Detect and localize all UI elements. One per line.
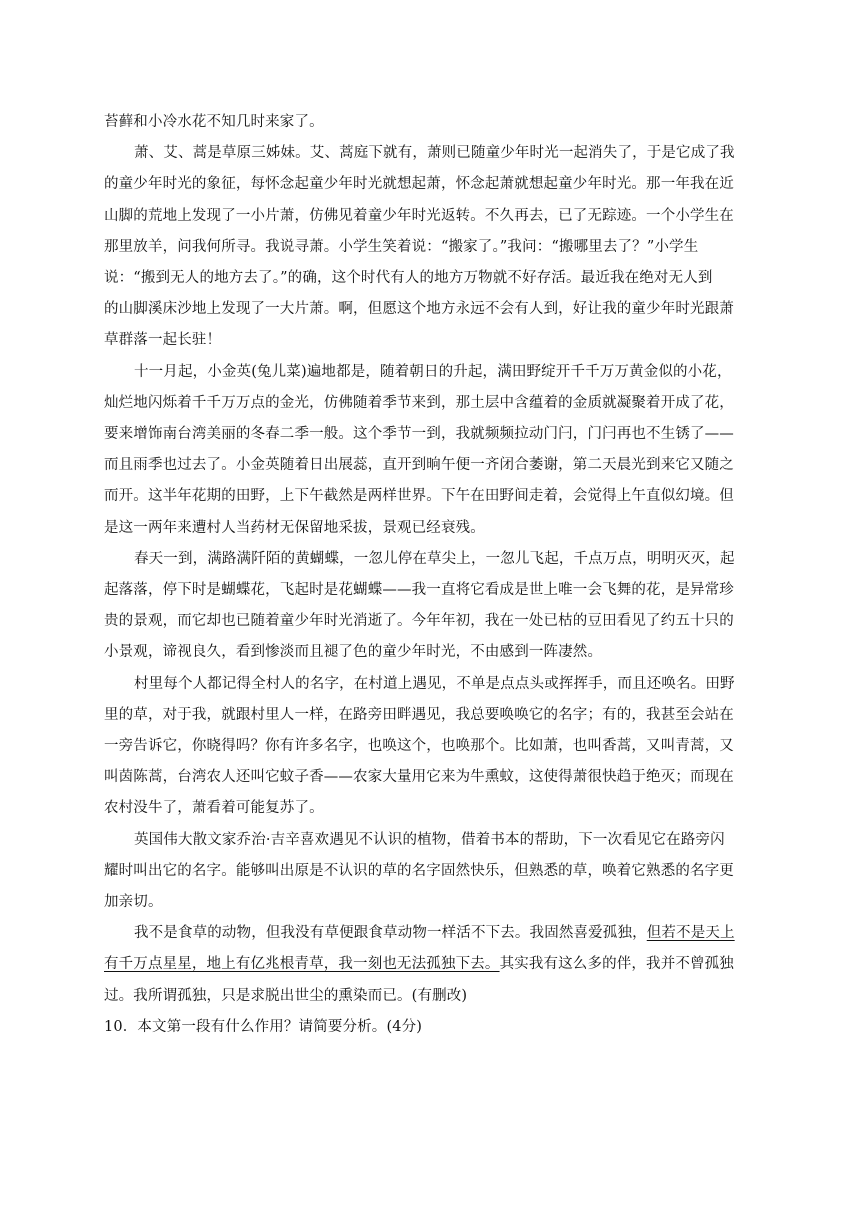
text-line: 叫茵陈蒿，台湾农人还叫它蚊子香——农家大量用它来为牛熏蚊，这使得萧很快趋于绝灭；而现在 <box>104 769 734 786</box>
text-line: 的山脚溪床沙地上发现了一大片萧。啊，但愿这个地方永远不会有人到，好让我的童少年时光跟萧 <box>104 301 734 318</box>
text-line: 那里放羊，问我何所寻。我说寻萧。小学生笑着说：“搬家了。”我问：“搬哪里去了？”小学生 <box>104 238 699 255</box>
text-line: 英国伟大散文家乔治·吉辛喜欢遇见不认识的植物，借着书本的帮助，下一次看见它在路旁闪 <box>134 831 725 848</box>
text-line: 灿烂地闪烁着千千万万点的金光，仿佛随着季节来到，那土层中含蕴着的金质就凝聚着开成了花， <box>104 394 734 411</box>
text-line: 的童少年时光的象征，每怀念起童少年时光就想起萧，怀念起萧就想起童少年时光。那一年我在近 <box>104 176 734 193</box>
text-line: 苔藓和小冷水花不知几时来家了。 <box>104 114 324 130</box>
text-line: 说：“搬到无人的地方去了。”的确，这个时代有人的地方万物就不好存活。最近我在绝对无人到 <box>104 270 713 287</box>
text-line: 耀时叫出它的名字。能够叫出原是不认识的草的名字固然快乐，但熟悉的草，唤着它熟悉的名字更 <box>104 862 734 879</box>
underlined-text: 有千万点星星，地上有亿兆根青草，我一刻也无法孤独下去。 <box>104 956 500 973</box>
text-line: 一旁告诉它，你晓得吗？你有许多名字，也唤这个，也唤那个。比如萧，也叫香蒿，又叫青蒿，又 <box>104 738 734 755</box>
text-line: 草群落一起长驻！ <box>104 332 222 349</box>
text-line: 小景观，谛视良久，看到惨淡而且褪了色的童少年时光，不由感到一阵凄然。 <box>104 644 603 661</box>
plain-text: 我不是食草的动物，但我没有草便跟食草动物一样活不下去。我固然喜爱孤独， <box>134 925 647 942</box>
text-line: 里的草，对于我，就跟村里人一样，在路旁田畔遇见，我总要唤唤它的名字；有的，我甚至会站在 <box>104 706 734 723</box>
text-line: 农村没牛了，萧看着可能复苏了。 <box>104 800 324 817</box>
text-line: 山脚的荒地上发现了一小片萧，仿佛见着童少年时光返转。不久再去，已了无踪迹。一个小学生在 <box>104 207 734 224</box>
text-line: 贵的景观，而它却也已随着童少年时光消逝了。今年年初，我在一处已枯的豆田看见了约五十只的 <box>104 613 734 630</box>
text-line: 要来增饰南台湾美丽的冬春二季一般。这个季节一到，我就频频拉动门闩，门闩再也不生锈了—— <box>104 426 734 443</box>
question-10: 10．本文第一段有什么作用？请简要分析。(4分) <box>104 1018 423 1035</box>
text-line: 起落落，停下时是蝴蝶花，飞起时是花蝴蝶——我一直将它看成是世上唯一会飞舞的花，是异常珍 <box>104 582 734 599</box>
text-line <box>104 918 758 949</box>
text-line: 春天一到，满路满阡陌的黄蝴蝶，一忽儿停在草尖上，一忽儿飞起，千点万点，明明灭灭，起 <box>134 550 735 567</box>
text-line: 而开。这半年花期的田野，上下午截然是两样世界。下午在田野间走着，会觉得上午直似幻境。但 <box>104 488 734 505</box>
text-line: 是这一两年来遭村人当药材无保留地采拔，景观已经衰残。 <box>104 519 485 536</box>
text-line: 过。我所谓孤独，只是求脱出世尘的熏染而已。(有删改) <box>104 987 468 1004</box>
text-line: 村里每个人都记得全村人的名字，在村道上遇见，不单是点点头或挥挥手，而且还唤名。田野 <box>134 675 735 692</box>
text-line: 十一月起，小金英(兔儿菜)遍地都是，随着朝日的升起，满田野绽开千千万万黄金似的小花， <box>134 363 732 380</box>
underlined-text: 但若不是天上 <box>646 925 735 942</box>
text-line: 而且雨季也过去了。小金英随着日出展蕊，直开到晌午便一齐闭合萎谢，第二天晨光到来它又随之 <box>104 457 734 474</box>
text-line <box>104 949 758 980</box>
text-line: 加亲切。 <box>104 894 163 911</box>
plain-text: 其实我有这么多的伴，我并不曾孤独 <box>499 956 734 973</box>
text-line: 萧、艾、蒿是草原三姊妹。艾、蒿庭下就有，萧则已随童少年时光一起消失了，于是它成了我 <box>134 145 735 162</box>
document-page <box>104 107 758 1043</box>
